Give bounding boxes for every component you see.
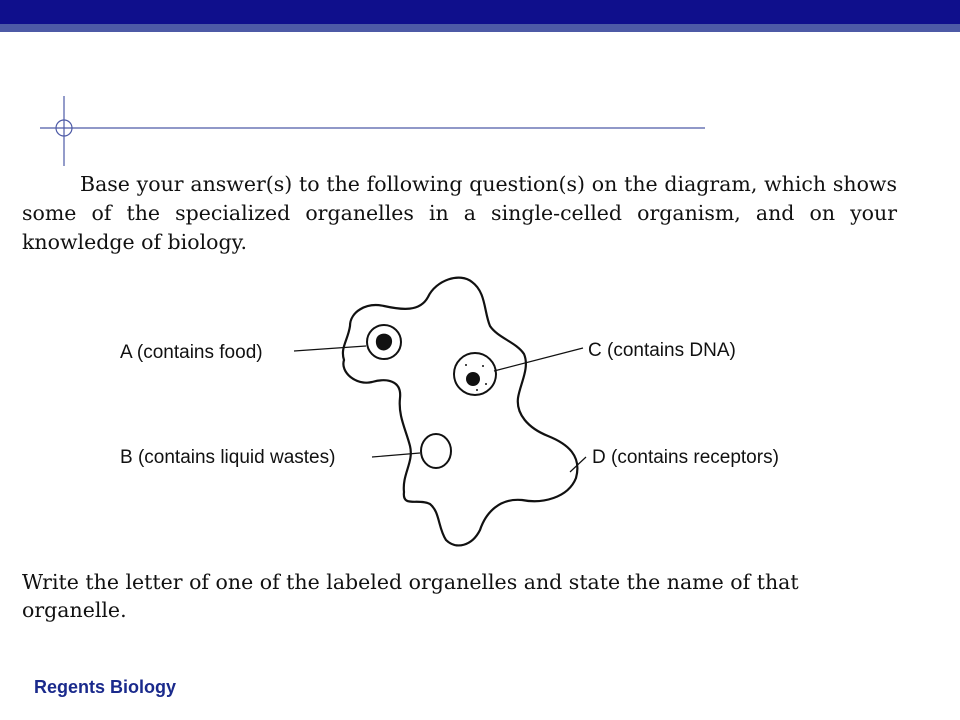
chromatin-dot [476,389,478,391]
question-prompt: Write the letter of one of the labeled organelles and state the name of that organelle. [22,570,799,622]
leader-line-a [294,346,366,351]
contractile-vacuole [421,434,451,468]
cell-membrane [343,278,578,546]
label-a: A (contains food) [120,342,263,363]
label-c: C (contains DNA) [588,340,736,361]
footer-title: Regents Biology [34,677,177,697]
label-b: B (contains liquid wastes) [120,447,336,468]
chromatin-dot [482,365,484,367]
question-intro: Base your answer(s) to the following question(s) on the diagram, which shows some of the specialized organelles in a single-celled organism, and on your knowledge of biology. [22,172,897,254]
chromatin-dot [465,364,467,366]
chromatin-dot [485,383,487,385]
food-particle [376,334,392,351]
nucleolus [466,372,480,386]
label-d: D (contains receptors) [592,447,779,468]
leader-line-b [372,453,420,457]
leader-line-c [494,348,583,371]
